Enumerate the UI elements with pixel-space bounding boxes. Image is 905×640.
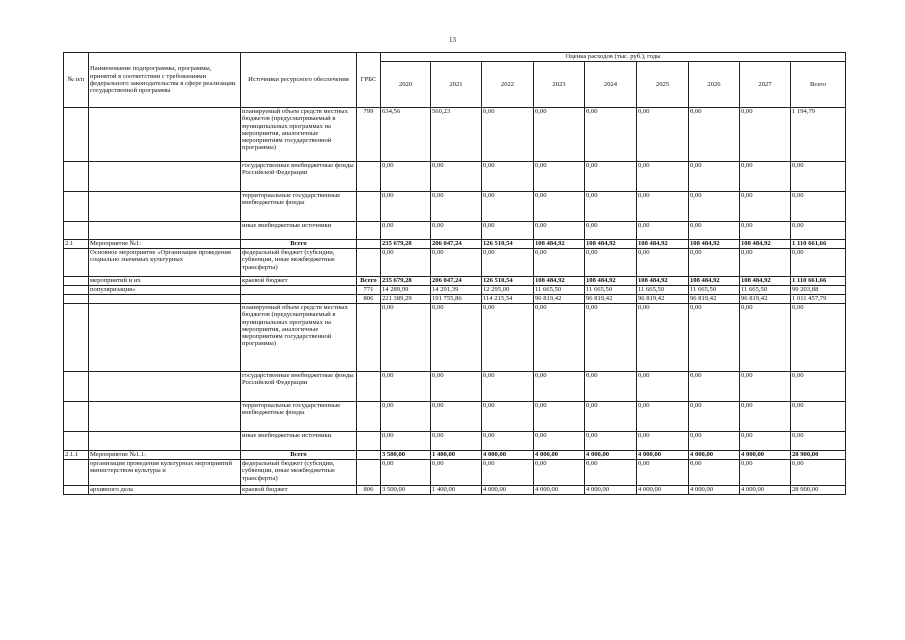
row-year-value: 0,00 — [585, 192, 637, 222]
row-year-value: 0,00 — [431, 372, 482, 402]
header-estimate: Оценка расходов (тыс. руб.), годы — [381, 53, 846, 62]
row-year-value: 0,00 — [482, 108, 534, 162]
row-name: архивного дела — [89, 486, 241, 495]
row-year-value: 0,00 — [689, 108, 740, 162]
row-year-value: 4 000,00 — [585, 451, 637, 460]
row-year-value: 0,00 — [740, 222, 791, 240]
row-year-value: 0,00 — [534, 249, 585, 277]
row-year-value: 235 679,28 — [381, 277, 431, 286]
header-year: 2020 — [381, 62, 431, 108]
header-year: 2027 — [740, 62, 791, 108]
header-year: 2025 — [637, 62, 689, 108]
row-year-value: 0,00 — [482, 372, 534, 402]
table-row — [64, 162, 846, 192]
row-total-value: 0,00 — [791, 249, 846, 277]
row-year-value: 4 000,00 — [482, 486, 534, 495]
row-year-value: 0,00 — [585, 222, 637, 240]
row-year-value: 0,00 — [740, 402, 791, 432]
table-row — [64, 295, 846, 304]
row-grbs — [357, 222, 381, 240]
row-year-value: 0,00 — [689, 402, 740, 432]
row-year-value: 0,00 — [740, 304, 791, 372]
row-source: Всего — [241, 240, 357, 249]
row-name — [89, 162, 241, 192]
table-row — [64, 192, 846, 222]
row-year-value: 126 510,54 — [482, 240, 534, 249]
row-total-value: 1 194,79 — [791, 108, 846, 162]
row-name: мероприятий и их — [89, 277, 241, 286]
row-name: Мероприятие №1: — [89, 240, 241, 249]
row-year-value: 0,00 — [689, 222, 740, 240]
row-grbs — [357, 372, 381, 402]
row-grbs — [357, 304, 381, 372]
row-year-value: 0,00 — [740, 372, 791, 402]
header-total: Всего — [791, 62, 846, 108]
row-year-value: 0,00 — [482, 402, 534, 432]
row-name: организация проведения культурных мероприятий министерством культуры и — [89, 460, 241, 486]
row-year-value: 0,00 — [740, 249, 791, 277]
row-name — [89, 402, 241, 432]
row-year-value: 0,00 — [637, 249, 689, 277]
row-source: территориальные государственные внебюджетные фонды — [241, 402, 357, 432]
row-grbs — [357, 162, 381, 192]
row-grbs — [357, 192, 381, 222]
table-row — [64, 432, 846, 451]
row-year-value: 0,00 — [431, 192, 482, 222]
row-year-value: 4 000,00 — [689, 451, 740, 460]
row-year-value: 96 819,42 — [585, 295, 637, 304]
row-year-value: 560,23 — [431, 108, 482, 162]
row-name — [89, 295, 241, 304]
row-source — [241, 295, 357, 304]
table-row — [64, 451, 846, 460]
table-row — [64, 486, 846, 495]
row-year-value: 0,00 — [637, 192, 689, 222]
row-number — [64, 286, 89, 295]
row-total-value: 28 900,00 — [791, 486, 846, 495]
row-name — [89, 372, 241, 402]
row-year-value: 0,00 — [637, 222, 689, 240]
row-year-value: 14 291,39 — [431, 286, 482, 295]
row-year-value: 0,00 — [585, 460, 637, 486]
row-grbs: 771 — [357, 286, 381, 295]
row-year-value: 11 665,50 — [534, 286, 585, 295]
row-total-value: 1 110 661,66 — [791, 277, 846, 286]
row-year-value: 191 755,86 — [431, 295, 482, 304]
row-year-value: 0,00 — [689, 460, 740, 486]
row-year-value: 12 295,00 — [482, 286, 534, 295]
row-name: популяризация» — [89, 286, 241, 295]
row-name — [89, 108, 241, 162]
row-total-value: 0,00 — [791, 222, 846, 240]
row-year-value: 0,00 — [689, 432, 740, 451]
row-year-value: 11 665,50 — [689, 286, 740, 295]
row-year-value: 11 665,50 — [740, 286, 791, 295]
row-year-value: 4 000,00 — [689, 486, 740, 495]
row-year-value: 0,00 — [381, 402, 431, 432]
row-year-value: 11 665,50 — [637, 286, 689, 295]
row-year-value: 0,00 — [381, 222, 431, 240]
row-source: государственные внебюджетные фонды Российской Федерации — [241, 162, 357, 192]
header-year: 2024 — [585, 62, 637, 108]
row-year-value: 1 400,00 — [431, 486, 482, 495]
row-year-value: 4 000,00 — [740, 451, 791, 460]
row-year-value: 108 484,92 — [689, 277, 740, 286]
row-total-value: 1 110 661,66 — [791, 240, 846, 249]
row-year-value: 221 389,29 — [381, 295, 431, 304]
row-source: планируемый объем средств местных бюджетов (предусматриваемый в муниципальных программах на мероприятия, аналогичные мероприятиям государственной программы) — [241, 108, 357, 162]
row-year-value: 0,00 — [689, 192, 740, 222]
row-grbs — [357, 402, 381, 432]
row-year-value: 0,00 — [637, 304, 689, 372]
row-year-value: 0,00 — [534, 162, 585, 192]
row-year-value: 4 000,00 — [482, 451, 534, 460]
row-source: федеральный бюджет (субсидии, субвенции, иные межбюджетные трансферты) — [241, 460, 357, 486]
row-grbs — [357, 432, 381, 451]
header-name: Наименование подпрограммы, программы, принятой в соответствии с требованиями федерального законодательства в сфере реализации государственной программы — [89, 53, 241, 108]
row-name: Мероприятие №1.1: — [89, 451, 241, 460]
row-grbs: 806 — [357, 295, 381, 304]
row-grbs: 799 — [357, 108, 381, 162]
row-year-value: 108 484,92 — [689, 240, 740, 249]
row-year-value: 0,00 — [689, 162, 740, 192]
row-year-value: 14 289,99 — [381, 286, 431, 295]
row-year-value: 0,00 — [482, 162, 534, 192]
row-grbs: Всего — [357, 277, 381, 286]
row-year-value: 108 484,92 — [740, 240, 791, 249]
row-year-value: 0,00 — [534, 402, 585, 432]
row-year-value: 108 484,92 — [534, 240, 585, 249]
row-year-value: 4 000,00 — [534, 486, 585, 495]
row-year-value: 126 510,54 — [482, 277, 534, 286]
row-name — [89, 192, 241, 222]
row-number — [64, 249, 89, 277]
table-row — [64, 240, 846, 249]
row-year-value: 0,00 — [431, 304, 482, 372]
row-year-value: 0,00 — [689, 249, 740, 277]
header-grbs: ГРБС — [357, 53, 381, 108]
row-source: иные внебюджетные источники — [241, 222, 357, 240]
row-year-value: 96 819,42 — [534, 295, 585, 304]
row-year-value: 0,00 — [534, 192, 585, 222]
row-year-value: 0,00 — [482, 192, 534, 222]
row-year-value: 114 215,54 — [482, 295, 534, 304]
row-grbs — [357, 451, 381, 460]
row-number — [64, 277, 89, 286]
header-year: 2022 — [482, 62, 534, 108]
row-year-value: 4 000,00 — [585, 486, 637, 495]
row-year-value: 0,00 — [381, 460, 431, 486]
expenditure-table — [63, 52, 846, 495]
row-total-value: 1 011 457,79 — [791, 295, 846, 304]
row-number — [64, 432, 89, 451]
row-year-value: 108 484,92 — [585, 277, 637, 286]
header-source: Источники ресурсного обеспечения — [241, 53, 357, 108]
row-year-value: 0,00 — [482, 304, 534, 372]
table-row — [64, 304, 846, 372]
row-total-value: 0,00 — [791, 192, 846, 222]
row-year-value: 0,00 — [740, 192, 791, 222]
row-name — [89, 304, 241, 372]
row-year-value: 108 484,92 — [740, 277, 791, 286]
row-number — [64, 460, 89, 486]
row-year-value: 0,00 — [482, 432, 534, 451]
row-year-value: 0,00 — [534, 304, 585, 372]
page-number: 13 — [449, 36, 456, 44]
row-year-value: 4 000,00 — [740, 486, 791, 495]
row-source: Всего — [241, 451, 357, 460]
row-year-value: 0,00 — [740, 108, 791, 162]
row-year-value: 0,00 — [431, 432, 482, 451]
row-number: 2.1 — [64, 240, 89, 249]
row-year-value: 206 047,24 — [431, 277, 482, 286]
row-number — [64, 295, 89, 304]
row-year-value: 0,00 — [740, 460, 791, 486]
row-year-value: 0,00 — [585, 402, 637, 432]
table-row — [64, 108, 846, 162]
header-num: № п/п — [64, 53, 89, 108]
row-year-value: 0,00 — [482, 460, 534, 486]
row-number — [64, 486, 89, 495]
row-year-value: 206 047,24 — [431, 240, 482, 249]
row-year-value: 0,00 — [689, 304, 740, 372]
row-year-value: 0,00 — [431, 460, 482, 486]
row-year-value: 4 000,00 — [637, 451, 689, 460]
row-number: 2.1.1 — [64, 451, 89, 460]
row-source: федеральный бюджет (субсидии, субвенции, иные межбюджетные трансферты) — [241, 249, 357, 277]
row-source: краевой бюджет — [241, 486, 357, 495]
row-number — [64, 222, 89, 240]
row-year-value: 0,00 — [431, 402, 482, 432]
row-grbs: 806 — [357, 486, 381, 495]
row-source: иные внебюджетные источники — [241, 432, 357, 451]
row-year-value: 0,00 — [431, 249, 482, 277]
row-year-value: 0,00 — [740, 162, 791, 192]
row-total-value: 28 900,00 — [791, 451, 846, 460]
table-row — [64, 460, 846, 486]
header-year: 2021 — [431, 62, 482, 108]
row-year-value: 0,00 — [740, 432, 791, 451]
row-number — [64, 162, 89, 192]
row-year-value: 0,00 — [637, 162, 689, 192]
row-year-value: 3 500,00 — [381, 451, 431, 460]
row-number — [64, 304, 89, 372]
row-total-value: 99 203,88 — [791, 286, 846, 295]
row-year-value: 0,00 — [381, 162, 431, 192]
row-year-value: 0,00 — [585, 249, 637, 277]
row-year-value: 0,00 — [431, 162, 482, 192]
row-year-value: 0,00 — [534, 432, 585, 451]
row-grbs — [357, 460, 381, 486]
row-year-value: 0,00 — [534, 460, 585, 486]
header-year: 2026 — [689, 62, 740, 108]
row-number — [64, 372, 89, 402]
row-year-value: 0,00 — [534, 108, 585, 162]
table-row — [64, 402, 846, 432]
row-year-value: 108 484,92 — [637, 277, 689, 286]
row-year-value: 0,00 — [381, 372, 431, 402]
row-year-value: 0,00 — [637, 372, 689, 402]
row-year-value: 0,00 — [482, 222, 534, 240]
row-name: Основное мероприятие «Организация проведения социально значимых культурных — [89, 249, 241, 277]
row-year-value: 0,00 — [637, 108, 689, 162]
row-number — [64, 402, 89, 432]
row-grbs — [357, 240, 381, 249]
row-year-value: 0,00 — [689, 372, 740, 402]
row-year-value: 0,00 — [482, 249, 534, 277]
row-source: краевой бюджет — [241, 277, 357, 286]
row-year-value: 0,00 — [381, 249, 431, 277]
row-source: территориальные государственные внебюджетные фонды — [241, 192, 357, 222]
row-source: планируемый объем средств местных бюджетов (предусматриваемый в муниципальных программах на мероприятия, аналогичные мероприятиям государственной программы) — [241, 304, 357, 372]
row-year-value: 96 819,42 — [689, 295, 740, 304]
row-number — [64, 192, 89, 222]
row-total-value: 0,00 — [791, 372, 846, 402]
row-total-value: 0,00 — [791, 304, 846, 372]
table-row — [64, 222, 846, 240]
row-year-value: 0,00 — [585, 432, 637, 451]
table-row — [64, 277, 846, 286]
row-year-value: 0,00 — [534, 222, 585, 240]
row-name — [89, 222, 241, 240]
row-source — [241, 286, 357, 295]
row-year-value: 0,00 — [585, 304, 637, 372]
row-total-value: 0,00 — [791, 162, 846, 192]
row-year-value: 0,00 — [585, 162, 637, 192]
row-year-value: 0,00 — [637, 402, 689, 432]
row-year-value: 96 819,42 — [740, 295, 791, 304]
row-total-value: 0,00 — [791, 432, 846, 451]
row-year-value: 4 000,00 — [637, 486, 689, 495]
row-year-value: 3 500,00 — [381, 486, 431, 495]
row-year-value: 0,00 — [534, 372, 585, 402]
row-year-value: 108 484,92 — [585, 240, 637, 249]
row-year-value: 96 819,42 — [637, 295, 689, 304]
row-year-value: 0,00 — [637, 460, 689, 486]
row-year-value: 235 679,28 — [381, 240, 431, 249]
row-year-value: 1 400,00 — [431, 451, 482, 460]
row-year-value: 11 665,50 — [585, 286, 637, 295]
row-year-value: 0,00 — [637, 432, 689, 451]
row-year-value: 0,00 — [431, 222, 482, 240]
row-year-value: 0,00 — [585, 108, 637, 162]
header-year: 2023 — [534, 62, 585, 108]
row-year-value: 4 000,00 — [534, 451, 585, 460]
row-year-value: 108 484,92 — [534, 277, 585, 286]
row-year-value: 634,56 — [381, 108, 431, 162]
row-year-value: 108 484,92 — [637, 240, 689, 249]
row-name — [89, 432, 241, 451]
table-row — [64, 286, 846, 295]
table-row — [64, 249, 846, 277]
row-year-value: 0,00 — [381, 432, 431, 451]
row-grbs — [357, 249, 381, 277]
row-year-value: 0,00 — [381, 304, 431, 372]
row-source: государственные внебюджетные фонды Российской Федерации — [241, 372, 357, 402]
row-year-value: 0,00 — [381, 192, 431, 222]
row-number — [64, 108, 89, 162]
table-row — [64, 372, 846, 402]
row-total-value: 0,00 — [791, 402, 846, 432]
row-total-value: 0,00 — [791, 460, 846, 486]
row-year-value: 0,00 — [585, 372, 637, 402]
